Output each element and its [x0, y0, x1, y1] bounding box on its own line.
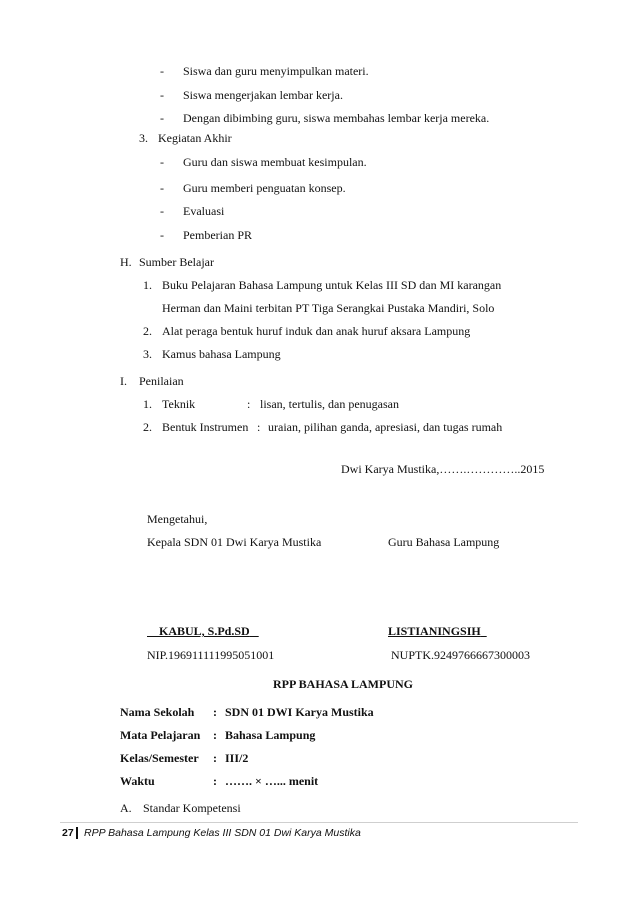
standar-kompetensi-title: Standar Kompetensi — [143, 801, 241, 815]
list-item: Buku Pelajaran Bahasa Lampung untuk Kelas III SD dan MI karangan — [162, 278, 502, 292]
bullet-dash: - — [160, 204, 164, 218]
bullet-dash: - — [160, 64, 164, 78]
section-letter: H. — [120, 255, 132, 269]
kegiatan-akhir-number: 3. — [139, 131, 148, 145]
list-item: Kamus bahasa Lampung — [162, 347, 281, 361]
bullet-dash: - — [160, 111, 164, 125]
kegiatan-akhir-title: Kegiatan Akhir — [158, 131, 232, 145]
principal-role: Kepala SDN 01 Dwi Karya Mustika — [147, 535, 322, 549]
list-item: Guru dan siswa membuat kesimpulan. — [183, 155, 367, 169]
info-sep: : — [213, 705, 217, 719]
penilaian-title: Penilaian — [139, 374, 184, 388]
list-number: 1. — [143, 397, 152, 411]
bullet-dash: - — [160, 181, 164, 195]
info-label: Kelas/Semester — [120, 751, 199, 765]
list-number: 2. — [143, 324, 152, 338]
section-letter: I. — [120, 374, 127, 388]
principal-name: KABUL, S.Pd.SD — [159, 624, 250, 638]
info-value: SDN 01 DWI Karya Mustika — [225, 705, 374, 719]
list-item-continuation: Herman dan Maini terbitan PT Tiga Serangkai Pustaka Mandiri, Solo — [162, 301, 495, 315]
section-letter: A. — [120, 801, 132, 815]
info-label: Nama Sekolah — [120, 705, 195, 719]
list-number: 1. — [143, 278, 152, 292]
teacher-role: Guru Bahasa Lampung — [388, 535, 500, 549]
list-number: 3. — [143, 347, 152, 361]
info-label: Mata Pelajaran — [120, 728, 201, 742]
penilaian-label: Bentuk Instrumen — [162, 420, 249, 434]
list-number: 2. — [143, 420, 152, 434]
rpp-title: RPP BAHASA LAMPUNG — [273, 677, 414, 691]
bullet-dash: - — [160, 155, 164, 169]
info-value: Bahasa Lampung — [225, 728, 316, 742]
list-item: Alat peraga bentuk huruf induk dan anak huruf aksara Lampung — [162, 324, 471, 338]
page-footer — [0, 822, 638, 842]
penilaian-label: Teknik — [162, 397, 196, 411]
penilaian-value: uraian, pilihan ganda, apresiasi, dan tugas rumah — [268, 420, 503, 434]
penilaian-value: lisan, tertulis, dan penugasan — [260, 397, 399, 411]
list-item: Dengan dibimbing guru, siswa membahas lembar kerja mereka. — [183, 111, 490, 125]
bullet-dash: - — [160, 228, 164, 242]
list-item: Pemberian PR — [183, 228, 252, 242]
bullet-dash: - — [160, 88, 164, 102]
sumber-belajar-title: Sumber Belajar — [139, 255, 214, 269]
footer-separator — [76, 827, 78, 839]
footer-text: RPP Bahasa Lampung Kelas III SDN 01 Dwi Karya Mustika — [84, 827, 361, 839]
info-value: III/2 — [225, 751, 249, 765]
mengetahui-label: Mengetahui, — [147, 512, 208, 526]
list-item: Guru memberi penguatan konsep. — [183, 181, 346, 195]
list-item: Siswa dan guru menyimpulkan materi. — [183, 64, 369, 78]
info-sep: : — [213, 728, 217, 742]
date-line: Dwi Karya Mustika,…….…………..2015 — [341, 462, 545, 476]
penilaian-sep: : — [257, 420, 261, 434]
info-sep: : — [213, 774, 217, 788]
info-value: ……. × …... menit — [225, 774, 319, 788]
page-number: 27 — [62, 827, 74, 839]
teacher-name: LISTIANINGSIH — [388, 624, 481, 638]
list-item: Evaluasi — [183, 204, 225, 218]
info-sep: : — [213, 751, 217, 765]
footer-rule — [60, 822, 578, 823]
teacher-nuptk: NUPTK.9249766667300003 — [391, 648, 531, 662]
list-item: Siswa mengerjakan lembar kerja. — [183, 88, 343, 102]
principal-nip: NIP.196911111995051001 — [147, 648, 275, 662]
penilaian-sep: : — [247, 397, 251, 411]
info-label: Waktu — [120, 774, 155, 788]
